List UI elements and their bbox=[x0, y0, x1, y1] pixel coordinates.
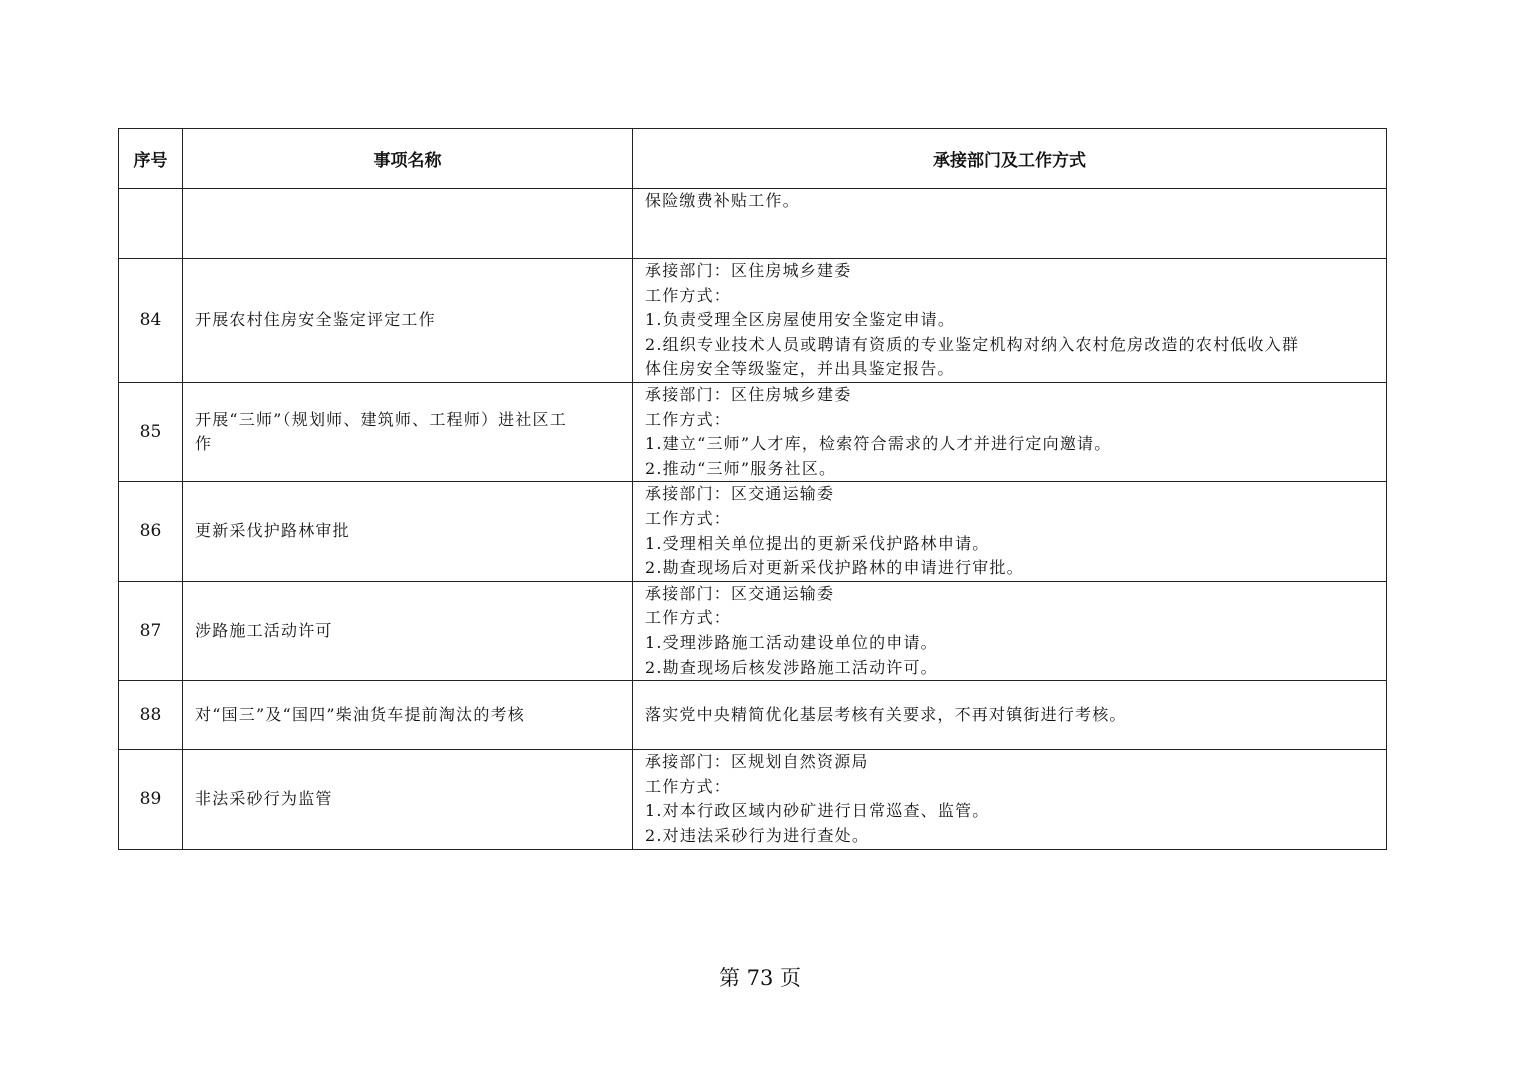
name-line: 作 bbox=[195, 434, 213, 454]
row-number bbox=[119, 189, 183, 259]
method-line: 承接部门：区交通运输委 bbox=[645, 583, 835, 603]
row-method bbox=[633, 482, 1387, 581]
name-line: 非法采砂行为监管 bbox=[195, 789, 333, 809]
row-method bbox=[633, 259, 1387, 383]
row-name bbox=[183, 482, 633, 581]
row-method bbox=[633, 189, 1387, 259]
method-line: 工作方式： bbox=[645, 285, 732, 305]
method-line: 承接部门：区规划自然资源局 bbox=[645, 752, 869, 772]
method-line: 2.勘查现场后对更新采伐护路林的申请进行审批。 bbox=[645, 558, 1024, 578]
matters-table bbox=[118, 128, 1387, 850]
row-name bbox=[183, 259, 633, 383]
table-header-row bbox=[119, 129, 1387, 189]
row-number: 87 bbox=[119, 581, 183, 680]
row-name bbox=[183, 189, 633, 259]
name-line: 开展农村住房安全鉴定评定工作 bbox=[195, 310, 436, 330]
header-method: 承接部门及工作方式 bbox=[633, 129, 1387, 189]
table-row bbox=[119, 482, 1387, 581]
method-line: 1.受理相关单位提出的更新采伐护路林申请。 bbox=[645, 533, 990, 553]
row-method bbox=[633, 750, 1387, 849]
method-line: 承接部门：区交通运输委 bbox=[645, 484, 835, 504]
row-number: 84 bbox=[119, 259, 183, 383]
method-line: 1.建立“三师”人才库，检索符合需求的人才并进行定向邀请。 bbox=[645, 434, 1112, 454]
row-name bbox=[183, 750, 633, 849]
method-line: 1.对本行政区域内砂矿进行日常巡查、监管。 bbox=[645, 801, 990, 821]
method-line: 2.对违法采砂行为进行查处。 bbox=[645, 825, 870, 845]
method-line: 2.勘查现场后核发涉路施工活动许可。 bbox=[645, 657, 938, 677]
method-line: 工作方式： bbox=[645, 776, 732, 796]
row-name bbox=[183, 681, 633, 750]
table-row bbox=[119, 681, 1387, 750]
row-number: 86 bbox=[119, 482, 183, 581]
name-line: 对“国三”及“国四”柴油货车提前淘汰的考核 bbox=[195, 704, 525, 724]
row-name bbox=[183, 581, 633, 680]
name-line: 更新采伐护路林审批 bbox=[195, 521, 350, 541]
method-line: 工作方式： bbox=[645, 508, 732, 528]
row-name bbox=[183, 383, 633, 482]
method-line: 工作方式： bbox=[645, 409, 732, 429]
method-line: 体住房安全等级鉴定，并出具鉴定报告。 bbox=[645, 359, 955, 379]
row-method bbox=[633, 383, 1387, 482]
header-name: 事项名称 bbox=[183, 129, 633, 189]
table-row bbox=[119, 189, 1387, 259]
header-number: 序号 bbox=[119, 129, 183, 189]
method-line: 2.推动“三师”服务社区。 bbox=[645, 458, 837, 478]
table-row bbox=[119, 750, 1387, 849]
row-number: 89 bbox=[119, 750, 183, 849]
table-row bbox=[119, 383, 1387, 482]
method-line: 承接部门：区住房城乡建委 bbox=[645, 261, 852, 280]
row-method bbox=[633, 681, 1387, 750]
method-line: 承接部门：区住房城乡建委 bbox=[645, 385, 852, 404]
method-line: 1.受理涉路施工活动建设单位的申请。 bbox=[645, 632, 938, 652]
row-method bbox=[633, 581, 1387, 680]
method-line: 1.负责受理全区房屋使用安全鉴定申请。 bbox=[645, 310, 956, 330]
method-line: 落实党中央精简优化基层考核有关要求，不再对镇街进行考核。 bbox=[645, 704, 1127, 724]
row-number: 88 bbox=[119, 681, 183, 750]
name-line: 涉路施工活动许可 bbox=[195, 620, 333, 640]
table-row bbox=[119, 581, 1387, 680]
method-line: 2.组织专业技术人员或聘请有资质的专业鉴定机构对纳入农村危房改造的农村低收入群 bbox=[645, 334, 1300, 354]
table-row bbox=[119, 259, 1387, 383]
page-number: 第 73 页 bbox=[718, 966, 802, 990]
name-line: 开展“三师”（规划师、建筑师、工程师）进社区工 bbox=[195, 409, 567, 429]
method-line: 保险缴费补贴工作。 bbox=[645, 191, 800, 210]
method-line: 工作方式： bbox=[645, 608, 732, 628]
row-number: 85 bbox=[119, 383, 183, 482]
